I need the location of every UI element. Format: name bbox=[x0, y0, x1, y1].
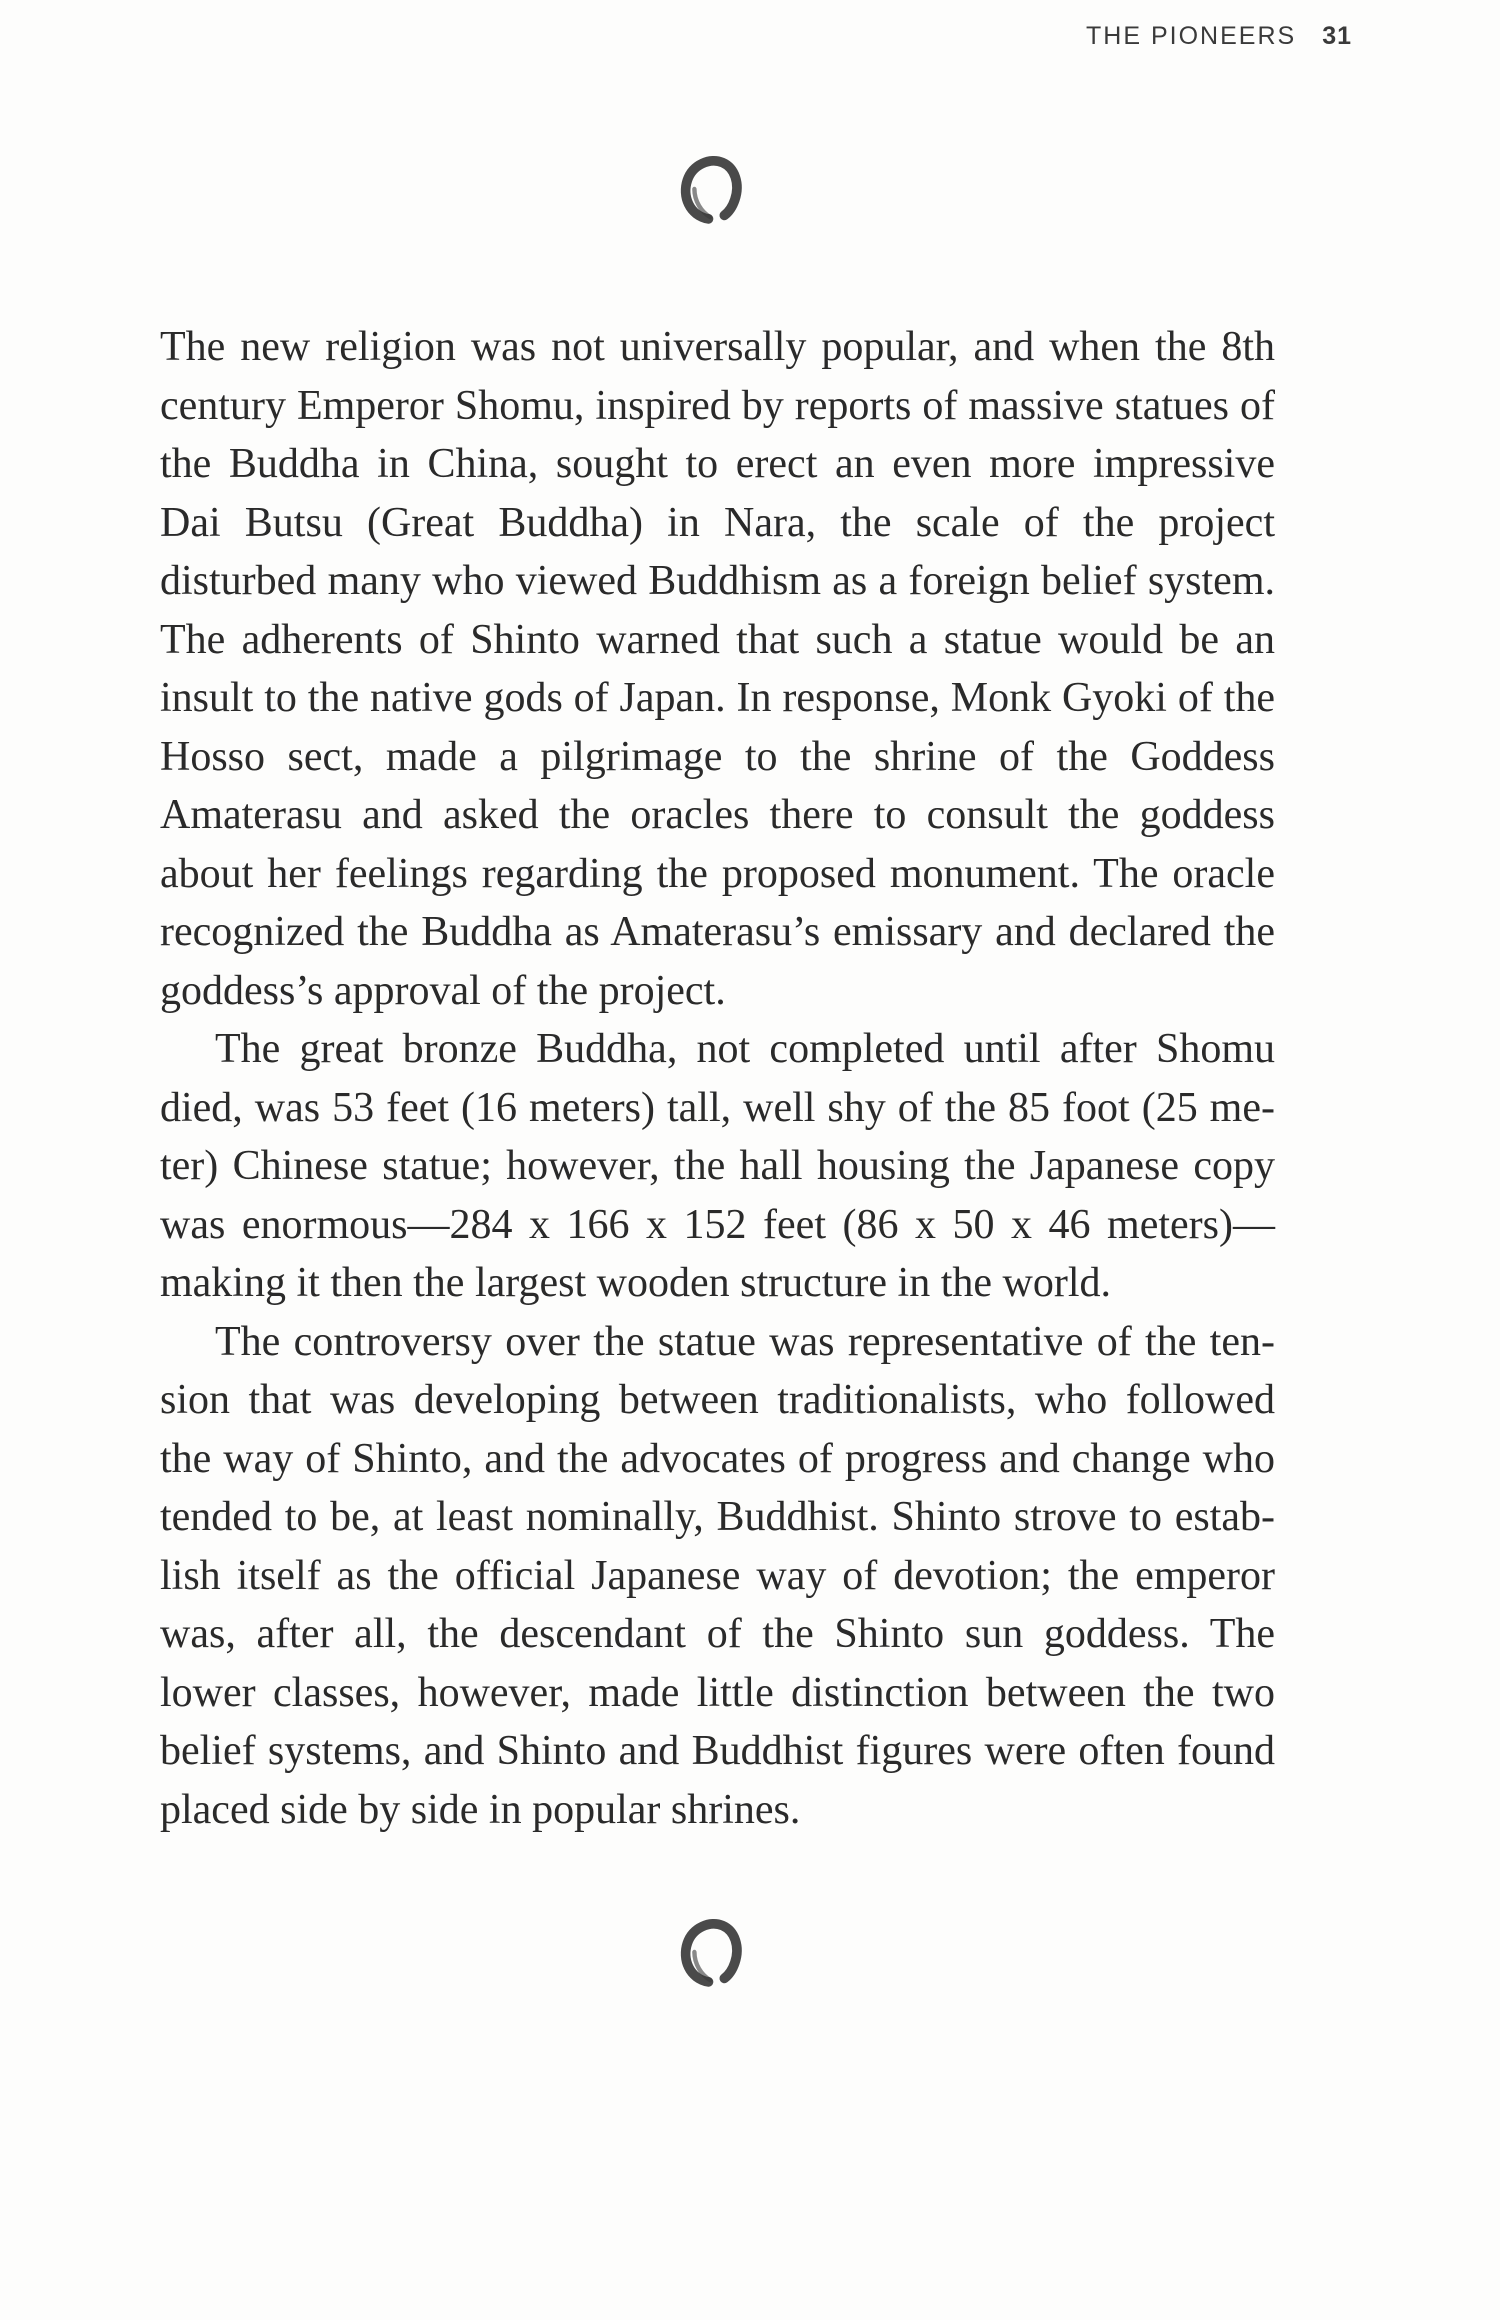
enso-circle-icon bbox=[668, 1908, 756, 1996]
running-head bbox=[1086, 22, 1352, 51]
paragraph: The great bronze Buddha, not completed until after Shomu died, was 53 feet (16 meters) tall, well shy of the 85 foot (25 meter) Chinese statue; however, the hall housing the Japanese copy was enormous—284 x 166 x 152 feet (86 x 50 x 46 meters)— making it then the largest wooden structure in the world. bbox=[160, 1026, 1275, 1306]
body-text bbox=[160, 318, 1275, 1839]
page-number: 31 bbox=[1322, 22, 1352, 50]
enso-circle-icon bbox=[668, 145, 756, 233]
paragraph: The new religion was not universally popular, and when the 8th century Emperor Shomu, inspired by reports of massive statues of the Buddha in China, sought to erect an even more impressive Dai Butsu (Great Buddha) in Nara, the scale of the project disturbed many who viewed Buddhism as a foreign belief system. The adherents of Shinto warned that such a statue would be an insult to the native gods of Japan. In response, Monk Gyoki of the Hosso sect, made a pilgrimage to the shrine of the Goddess Amaterasu and asked the oracles there to consult the goddess about her feelings regarding the proposed monument. The oracle recognized the Buddha as Amaterasu’s emissary and declared the goddess’s approval of the project. bbox=[160, 324, 1275, 1014]
running-title: THE PIONEERS bbox=[1086, 22, 1297, 50]
paragraph: The controversy over the statue was representative of the tension that was developing between traditionalists, who followed the way of Shinto, and the advocates of progress and change who tended to be, at least nominally, Buddhist. Shinto strove to establish itself as the official Japanese way of devotion; the emperor was, after all, the descendant of the Shinto sun goddess. The lower classes, however, made little distinction between the two belief systems, and Shinto and Buddhist figures were often found placed side by side in popular shrines. bbox=[160, 1318, 1275, 1833]
